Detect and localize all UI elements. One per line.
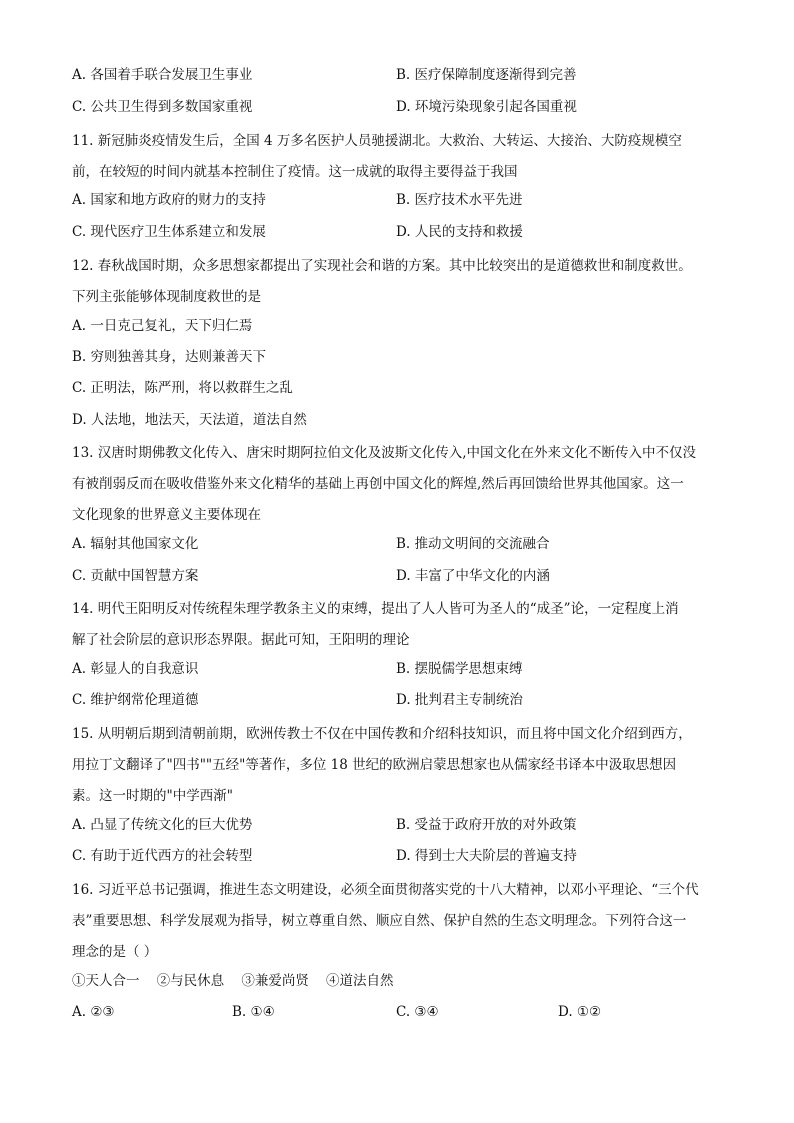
q16-option-d: D. ①② xyxy=(558,1004,602,1020)
q13-option-c: C. 贡献中国智慧方案 xyxy=(72,568,199,584)
q16-stem-line: 表”重要思想、科学发展观为指导，树立尊重自然、顺应自然、保护自然的生态文明理念。下列符合这一 xyxy=(72,913,687,929)
q11-stem xyxy=(72,126,722,188)
q14-option-b: B. 摆脱儒学思想束缚 xyxy=(396,661,523,677)
q14-stem xyxy=(72,594,722,656)
q12-stem-line: 12. 春秋战国时期，众多思想家都提出了实现社会和谐的方案。其中比较突出的是道德救世和制度救世。 xyxy=(72,258,692,274)
q11-stem-line: 前，在较短的时间内就基本控制住了疫情。这一成就的取得主要得益于我国 xyxy=(72,164,518,180)
q12-option-d: D. 人法地，地法天，天法道，道法自然 xyxy=(72,412,307,428)
q15-option-d: D. 得到士大夫阶层的普遍支持 xyxy=(396,848,577,864)
q12-stem-line: 下列主张能够体现制度救世的是 xyxy=(72,289,261,305)
q12-stem xyxy=(72,251,722,313)
q10-option-c: C. 公共卫生得到多数国家重视 xyxy=(72,99,253,115)
q13-stem xyxy=(72,438,722,531)
q15-option-b: B. 受益于政府开放的对外政策 xyxy=(396,817,577,833)
q15-stem xyxy=(72,719,722,812)
q14-option-c: C. 维护纲常伦理道德 xyxy=(72,692,199,708)
q12-option-a: A. 一日克己复礼，天下归仁焉 xyxy=(72,318,253,334)
q14-stem-line: 14. 明代王阳明反对传统程朱理学教条主义的束缚，提出了人人皆可为圣人的“成圣”论，一定程度上消 xyxy=(72,601,679,617)
q11-option-d: D. 人民的支持和救援 xyxy=(396,224,523,240)
q11-option-c: C. 现代医疗卫生体系建立和发展 xyxy=(72,224,266,240)
q14-option-d: D. 批判君主专制统治 xyxy=(396,692,523,708)
q13-stem-line: 文化现象的世界意义主要体现在 xyxy=(72,507,261,523)
q16-stem-line: 理念的是（ ） xyxy=(72,944,158,960)
q16-option-c: C. ③④ xyxy=(396,1004,439,1020)
q13-option-d: D. 丰富了中华文化的内涵 xyxy=(396,568,550,584)
q10-option-d: D. 环境污染现象引起各国重视 xyxy=(396,99,577,115)
q11-option-b: B. 医疗技术水平先进 xyxy=(396,192,523,208)
q12-option-b: B. 穷则独善其身，达则兼善天下 xyxy=(72,349,267,365)
q14-stem-line: 解了社会阶层的意识形态界限。据此可知，王阳明的理论 xyxy=(72,632,410,648)
q15-stem-line: 用拉丁文翻译了"四书""五经"等著作，多位 18 世纪的欧洲启蒙思想家也从儒家经书译本中汲取思想因 xyxy=(72,757,677,773)
q14-option-a: A. 彰显人的自我意识 xyxy=(72,661,199,677)
q16-option-b: B. ①④ xyxy=(232,1004,275,1020)
q16-stem-line: 16. 习近平总书记强调，推进生态文明建设，必须全面贯彻落实党的十八大精神，以邓小平理论、“三个代 xyxy=(72,882,699,898)
q16-stem xyxy=(72,875,722,968)
q11-stem-line: 11. 新冠肺炎疫情发生后，全国 4 万多名医护人员驰援湖北。大救治、大转运、大接治、大防疫规模空 xyxy=(72,133,682,149)
q16-items: ①天人合一 ②与民休息 ③兼爱尚贤 ④道法自然 xyxy=(72,973,394,989)
q11-option-a: A. 国家和地方政府的财力的支持 xyxy=(72,192,266,208)
q15-option-c: C. 有助于近代西方的社会转型 xyxy=(72,848,253,864)
q15-stem-line: 素。这一时期的"中学西渐" xyxy=(72,788,233,804)
q15-option-a: A. 凸显了传统文化的巨大优势 xyxy=(72,817,253,833)
q10-option-b: B. 医疗保障制度逐渐得到完善 xyxy=(396,67,577,83)
q16-option-a: A. ②③ xyxy=(72,1004,115,1020)
q15-stem-line: 15. 从明朝后期到清朝前期，欧洲传教士不仅在中国传教和介绍科技知识，而且将中国文化介绍到西方， xyxy=(72,726,692,742)
q10-option-a: A. 各国着手联合发展卫生事业 xyxy=(72,67,253,83)
q16-options-row xyxy=(72,1000,722,1024)
q13-stem-line: 有被削弱反而在吸收借鉴外来文化精华的基础上再创中国文化的辉煌,然后再回馈给世界其他国家。这一 xyxy=(72,476,684,492)
q13-option-b: B. 推动文明间的交流融合 xyxy=(396,536,550,552)
q13-option-a: A. 辐射其他国家文化 xyxy=(72,536,199,552)
q12-option-c: C. 正明法，陈严刑，将以救群生之乱 xyxy=(72,380,293,396)
q13-stem-line: 13. 汉唐时期佛教文化传入、唐宋时期阿拉伯文化及波斯文化传入,中国文化在外来文化不断传入中不仅没 xyxy=(72,445,697,461)
